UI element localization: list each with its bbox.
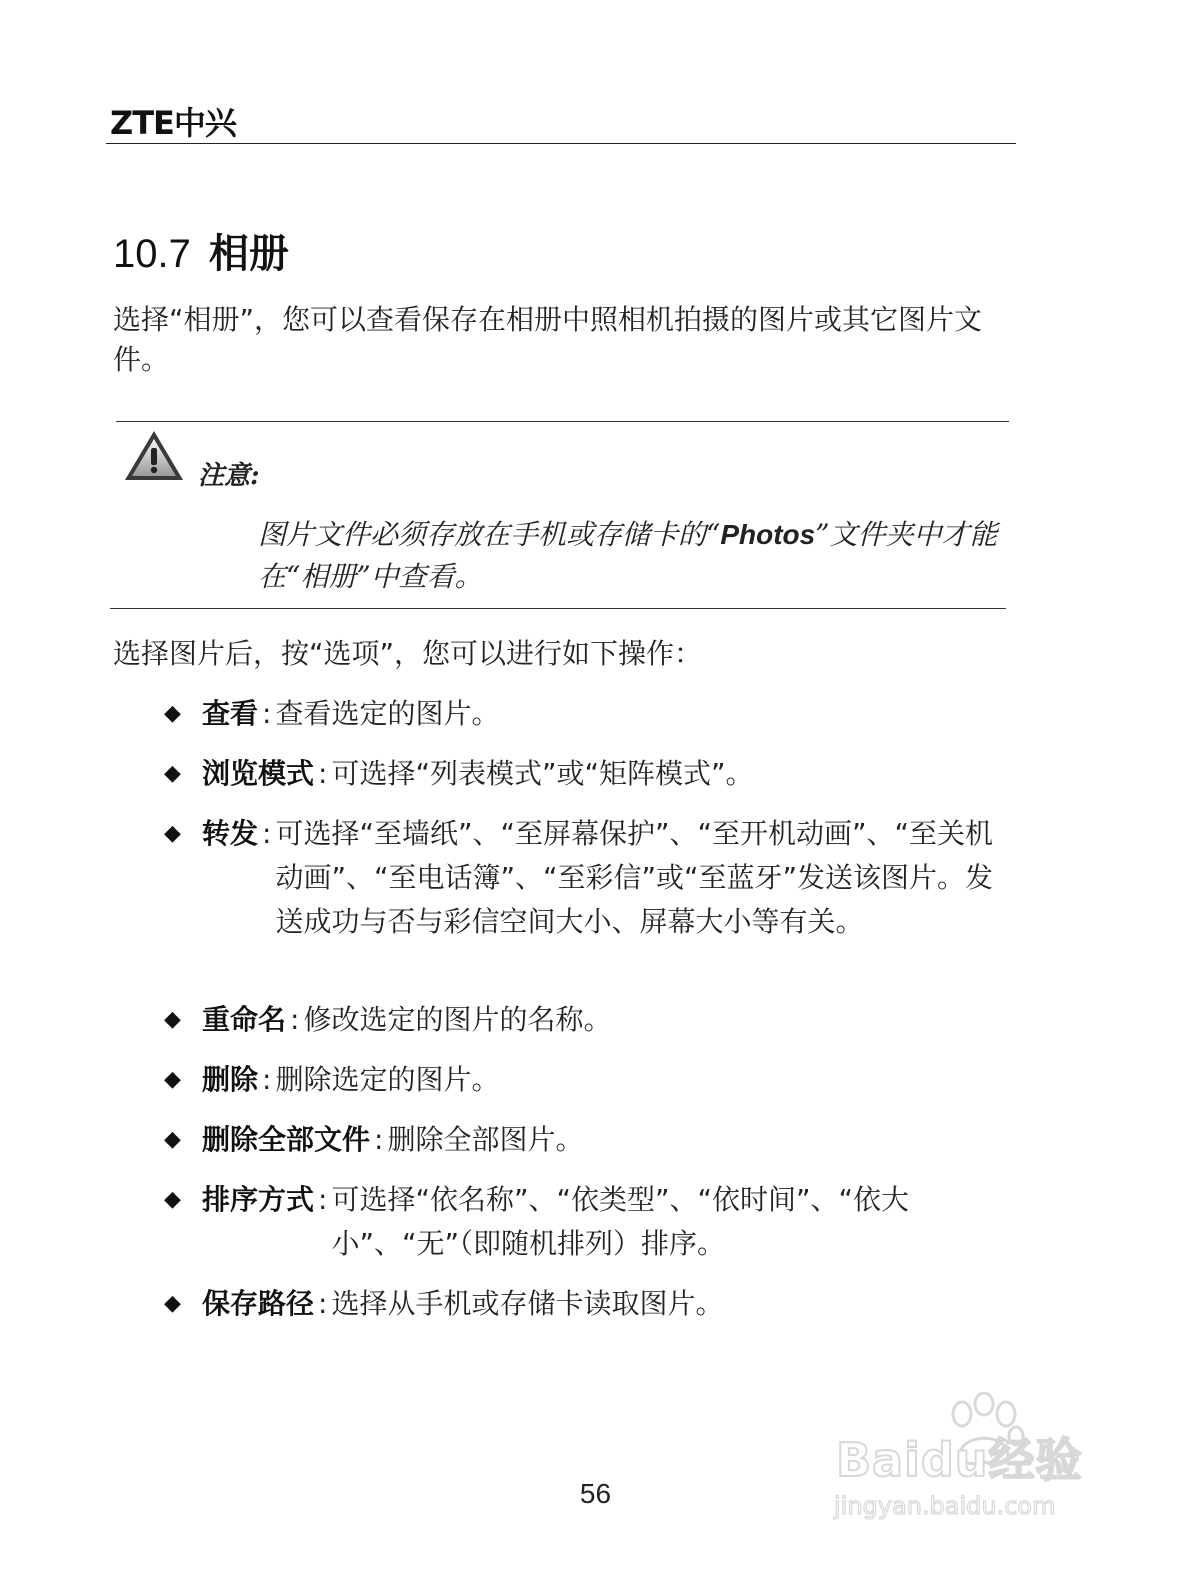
option-term: 转发: [202, 817, 259, 850]
list-item: ◆ 保存路径 : 选择从手机或存储卡读取图片。: [164, 1282, 1014, 1326]
option-term: 浏览模式: [202, 757, 315, 790]
list-item: ◆ 转发 : 可选择“至墙纸”、“至屏幕保护”、“至开机动画”、“至关机动画”、“至电话簿”、“至彩信”或“至蓝牙”发送该图片。发送成功与否与彩信空间大小、屏幕大小等有关。: [164, 812, 1014, 944]
section-title: 相册: [208, 231, 289, 277]
list-item: ◆ 删除全部文件 : 删除全部图片。: [164, 1118, 1014, 1162]
zte-logo: ZTE中兴: [110, 104, 236, 142]
option-description: 删除选定的图片。: [275, 1063, 500, 1096]
option-term: 删除: [202, 1063, 259, 1096]
caution-label: 注意:: [198, 461, 260, 491]
option-term: 删除全部文件: [202, 1123, 371, 1156]
option-description: 修改选定的图片的名称。: [303, 1003, 612, 1036]
diamond-bullet-icon: ◆: [164, 1127, 181, 1152]
diamond-bullet-icon: ◆: [164, 1067, 181, 1092]
baidu-watermark: [830, 1392, 1120, 1532]
option-description: 可选择“列表模式”或“矩阵模式”。: [331, 757, 754, 790]
caution-text-part: 图片文件必须存放在手机或存储卡的“: [258, 518, 721, 551]
option-description: 查看选定的图片。: [275, 697, 500, 730]
section-number: 10.7: [113, 232, 191, 276]
caution-text-part: ”文件夹中才能在“相册”中查看。: [258, 518, 998, 593]
diamond-bullet-icon: ◆: [164, 701, 181, 726]
option-term: 排序方式: [202, 1183, 315, 1216]
option-description: 可选择“依名称”、“依类型”、“依时间”、“依大小”、“无”（即随机排列）排序。: [331, 1183, 909, 1260]
caution-bottom-divider: [110, 608, 1006, 609]
list-item: ◆ 删除 : 删除选定的图片。: [164, 1058, 1014, 1102]
diamond-bullet-icon: ◆: [164, 1187, 181, 1212]
warning-icon: [122, 428, 186, 484]
watermark-brand: Baidu经验: [836, 1433, 1083, 1487]
diamond-bullet-icon: ◆: [164, 761, 181, 786]
option-term: 保存路径: [202, 1287, 315, 1320]
list-item: ◆ 重命名 : 修改选定的图片的名称。: [164, 998, 1014, 1042]
option-term: 重命名: [202, 1003, 287, 1036]
watermark-site: jingyan.baidu.com: [834, 1492, 1056, 1520]
list-item: ◆ 浏览模式 : 可选择“列表模式”或“矩阵模式”。: [164, 752, 1014, 796]
photos-folder-name: Photos: [720, 519, 816, 550]
section-heading: [113, 222, 289, 279]
option-term: 查看: [202, 697, 259, 730]
option-description: 可选择“至墙纸”、“至屏幕保护”、“至开机动画”、“至关机动画”、“至电话簿”、“至彩信”或“至蓝牙”发送该图片。发送成功与否与彩信空间大小、屏幕大小等有关。: [275, 817, 993, 938]
option-description: 选择从手机或存储卡读取图片。: [331, 1287, 724, 1320]
page-number: 56: [579, 1478, 612, 1509]
caution-text: [258, 514, 1003, 598]
list-item: ◆ 排序方式 : 可选择“依名称”、“依类型”、“依时间”、“依大小”、“无”（即随机排列）排序。: [164, 1178, 1014, 1266]
diamond-bullet-icon: ◆: [164, 1291, 181, 1316]
diamond-bullet-icon: ◆: [164, 1007, 181, 1032]
header-divider: [106, 143, 1016, 144]
list-item: ◆ 查看 : 查看选定的图片。: [164, 692, 1014, 736]
diamond-bullet-icon: ◆: [164, 821, 181, 846]
options-intro: 选择图片后，按“选项”，您可以进行如下操作：: [113, 637, 703, 670]
option-description: 删除全部图片。: [387, 1123, 584, 1156]
intro-paragraph: 选择“相册”，您可以查看保存在相册中照相机拍摄的图片或其它图片文件。: [113, 303, 983, 376]
caution-top-divider: [116, 421, 1009, 422]
